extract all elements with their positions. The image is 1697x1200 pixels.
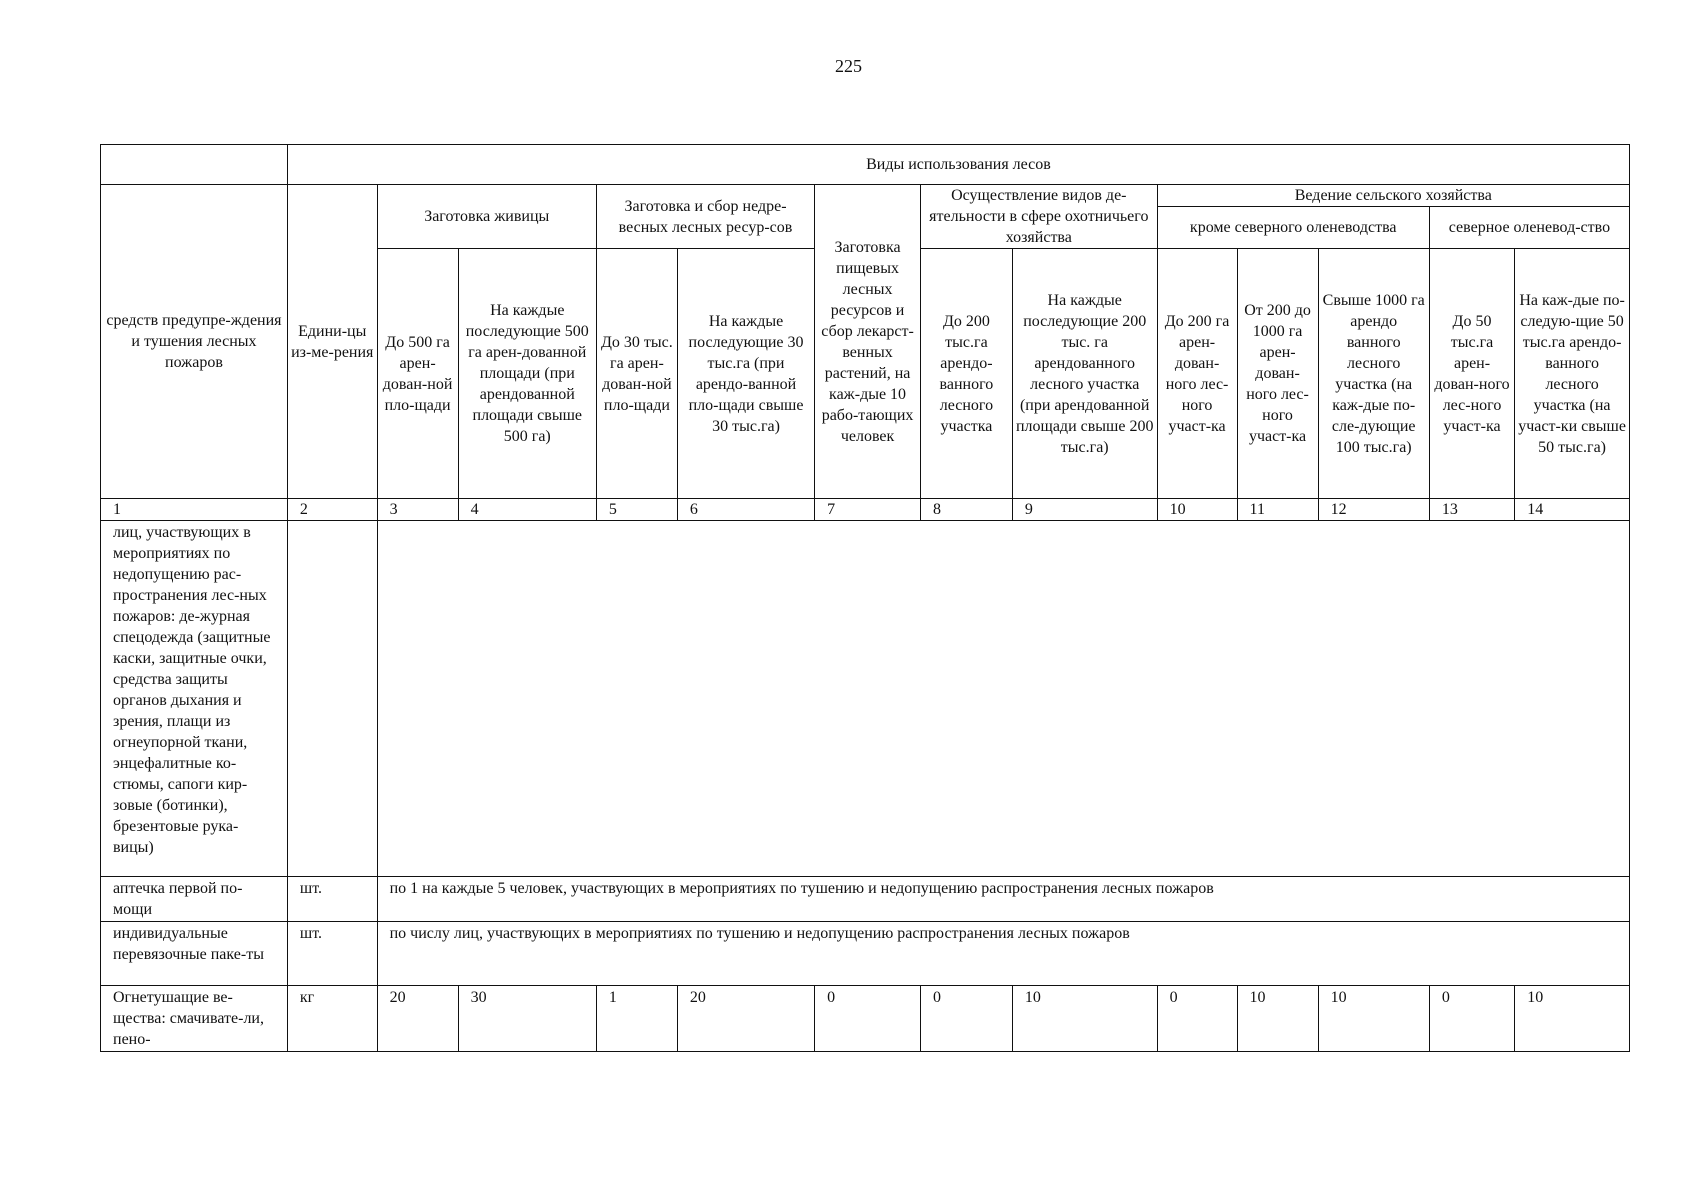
row-value: 10 [1515,986,1630,1052]
col-number: 10 [1157,499,1237,521]
row-value: 30 [458,986,596,1052]
row-unit [287,521,377,877]
group-agri-nonreindeer: кроме северного оленеводства [1157,207,1429,249]
col-header-3: До 500 га арен-дован-ной пло-щади [377,249,458,499]
col-number: 6 [677,499,814,521]
row-empty-values [377,521,1629,877]
row-label-header: средств предупре-ждения и тушения лесных пожаров [101,185,288,499]
row-label: лиц, участвующих в мероприятиях по недопущению рас-пространения лес-ных пожаров: де-журная спецодежда (защитные каски, защитные очки, средства защиты органов дыхания и зрения, плащи из огнеупорной ткани, энцефалитные ко-стюмы, сапоги кир-зовые (ботинки), брезентовые рука-вицы) [101,521,288,877]
table-title: Виды использования лесов [287,145,1629,185]
units-header: Едини-цы из-ме-рения [287,185,377,499]
row-value: 20 [377,986,458,1052]
col-number: 12 [1318,499,1429,521]
row-merged-value: по числу лиц, участвующих в мероприятиях по тушению и недопущению распространения лесных пожаров [377,922,1629,986]
col-header-8: До 200 тыс.га арендо-ванного лесного участка [921,249,1013,499]
col-header-11: От 200 до 1000 га арен-дован-ного лес-ного участ-ка [1237,249,1318,499]
col-header-4: На каждые последующие 500 га арен-дованной площади (при арендованной площади свыше 500 га) [458,249,596,499]
group-food: Заготовка пищевых лесных ресурсов и сбор лекарст-венных растений, на каж-дые 10 рабо-тающих человек [815,185,921,499]
col-number: 8 [921,499,1013,521]
col-number: 3 [377,499,458,521]
col-header-10: До 200 га арен-дован-ного лес-ного участ-ка [1157,249,1237,499]
row-unit: шт. [287,877,377,922]
group-hunting: Осуществление видов де-ятельности в сфере охотничьего хозяйства [921,185,1158,249]
row-value: 10 [1237,986,1318,1052]
row-value: 0 [815,986,921,1052]
row-unit: кг [287,986,377,1052]
col-header-13: До 50 тыс.га арен-дован-ного лес-ного участ-ка [1429,249,1514,499]
row-label: индивидуальные перевязочные паке-ты [101,922,288,986]
col-header-14: На каж-дые по-следую-щие 50 тыс.га арендо-ванного лесного участка (на участ-ки свыше 50 тыс.га) [1515,249,1630,499]
group-agriculture: Ведение сельского хозяйства [1157,185,1629,207]
col-number: 4 [458,499,596,521]
col-number: 9 [1012,499,1157,521]
row-label: Огнетушащие ве-щества: смачивате-ли, пено- [101,986,288,1052]
header-empty-cell [101,145,288,185]
col-number: 2 [287,499,377,521]
row-value: 10 [1318,986,1429,1052]
col-header-12: Свыше 1000 га арендо ванного лесного участка (на каж-дые по-сле-дующие 100 тыс.га) [1318,249,1429,499]
group-resin: Заготовка живицы [377,185,596,249]
row-value: 20 [677,986,814,1052]
col-number: 11 [1237,499,1318,521]
page-number: 225 [835,56,862,76]
col-number: 1 [101,499,288,521]
row-value: 0 [921,986,1013,1052]
group-nonwood: Заготовка и сбор недре-весных лесных ресур-сов [596,185,814,249]
col-header-5: До 30 тыс. га арен-дован-ной пло-щади [596,249,677,499]
group-agri-reindeer: северное оленевод-ство [1429,207,1629,249]
row-value: 10 [1012,986,1157,1052]
row-value: 0 [1429,986,1514,1052]
col-number: 14 [1515,499,1630,521]
row-unit: шт. [287,922,377,986]
forest-use-table [100,144,1630,1052]
col-number: 5 [596,499,677,521]
row-value: 1 [596,986,677,1052]
col-header-9: На каждые последующие 200 тыс. га арендованного лесного участка (при арендованной площади свыше 200 тыс.га) [1012,249,1157,499]
row-merged-value: по 1 на каждые 5 человек, участвующих в мероприятиях по тушению и недопущению распространения лесных пожаров [377,877,1629,922]
col-header-6: На каждые последующие 30 тыс.га (при арендо-ванной пло-щади свыше 30 тыс.га) [677,249,814,499]
col-number: 13 [1429,499,1514,521]
row-value: 0 [1157,986,1237,1052]
row-label: аптечка первой по-мощи [101,877,288,922]
col-number: 7 [815,499,921,521]
